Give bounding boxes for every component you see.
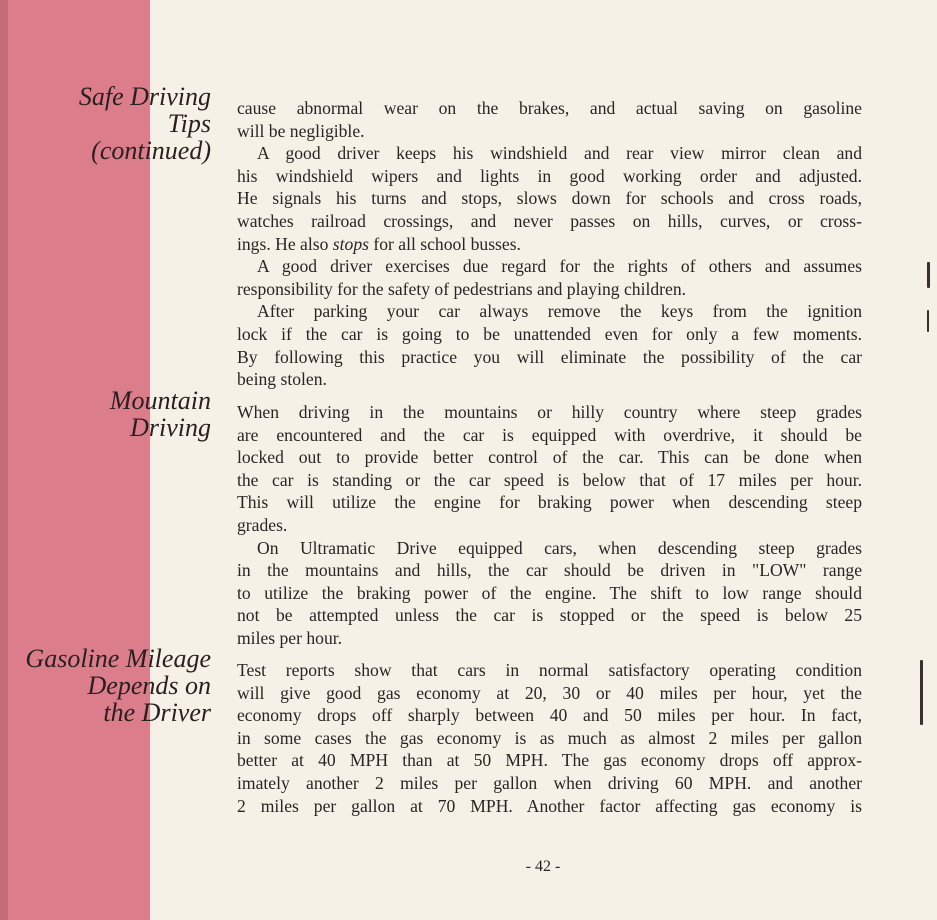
text-line: are encountered and the car is equipped with overdrive, it should be bbox=[237, 424, 862, 445]
text-line: lock if the car is going to be unattended even for only a few moments. bbox=[237, 323, 862, 344]
text-line: to utilize the braking power of the engine. The shift to low range should bbox=[237, 582, 862, 603]
text-line: his windshield wipers and lights in good working order and adjusted. bbox=[237, 165, 862, 186]
text-line: When driving in the mountains or hilly country where steep grades bbox=[237, 402, 862, 422]
text-line: watches railroad crossings, and never passes on hills, curves, or cross- bbox=[237, 210, 862, 231]
heading-line: Tips bbox=[167, 109, 211, 138]
text-line: imately another 2 miles per gallon when driving 60 MPH. and another bbox=[237, 772, 862, 793]
text-line: the car is standing or the car speed is below that of 17 miles per hour. bbox=[237, 469, 862, 490]
section-body bbox=[237, 659, 862, 817]
text-line: By following this practice you will eliminate the possibility of the car bbox=[237, 346, 862, 367]
section-heading bbox=[79, 83, 211, 164]
text-line: being stolen. bbox=[237, 369, 327, 390]
scan-mark bbox=[927, 310, 929, 332]
paragraph bbox=[237, 255, 862, 300]
text-line: will be negligible. bbox=[237, 120, 365, 141]
page-number: - 42 - bbox=[525, 858, 561, 875]
heading-line: (continued) bbox=[91, 136, 211, 165]
text-line: A good driver exercises due regard for the rights of others and assumes bbox=[257, 256, 862, 277]
text-line: better at 40 MPH than at 50 MPH. The gas economy drops off approx- bbox=[237, 750, 862, 771]
text-line: A good driver keeps his windshield and rear view mirror clean and bbox=[257, 143, 862, 164]
text-line bbox=[237, 233, 862, 256]
text-segment: ings. He also bbox=[237, 233, 333, 254]
paragraph bbox=[237, 537, 862, 650]
emphasized-text: stops bbox=[332, 233, 369, 254]
section-heading bbox=[25, 645, 211, 726]
section-heading bbox=[110, 387, 211, 441]
paragraph bbox=[237, 97, 862, 142]
section-body bbox=[237, 401, 862, 650]
heading-line: Depends on bbox=[87, 671, 211, 700]
text-line: locked out to provide better control of the car. This can be done when bbox=[237, 447, 862, 468]
text-line: will give good gas economy at 20, 30 or 40 miles per hour, yet the bbox=[237, 682, 862, 703]
heading-line: Safe Driving bbox=[78, 82, 211, 111]
paragraph bbox=[237, 659, 862, 817]
text-line: After parking your car always remove the keys from the ignition bbox=[257, 301, 862, 322]
paragraph bbox=[237, 142, 862, 255]
text-line: On Ultramatic Drive equipped cars, when descending steep grades bbox=[257, 537, 862, 558]
text-line: cause abnormal wear on the brakes, and actual saving on gasoline bbox=[237, 98, 862, 118]
text-line: in the mountains and hills, the car should be driven in "LOW" range bbox=[237, 560, 862, 581]
text-line: grades. bbox=[237, 514, 288, 535]
text-line: not be attempted unless the car is stopped or the speed is below 25 bbox=[237, 605, 862, 626]
heading-line: Mountain bbox=[109, 386, 211, 415]
text-line: economy drops off sharply between 40 and 50 miles per hour. In fact, bbox=[237, 705, 862, 726]
text-line: He signals his turns and stops, slows down for schools and cross roads, bbox=[237, 188, 862, 209]
text-line: 2 miles per gallon at 70 MPH. Another factor affecting gas economy is bbox=[237, 795, 862, 816]
scan-mark bbox=[927, 262, 930, 288]
text-line: This will utilize the engine for braking power when descending steep bbox=[237, 492, 862, 513]
text-line: Test reports show that cars in normal satisfactory operating condition bbox=[237, 660, 862, 680]
text-line: miles per hour. bbox=[237, 627, 343, 648]
heading-line: Driving bbox=[130, 413, 211, 442]
paragraph bbox=[237, 401, 862, 537]
text-segment: for all school busses. bbox=[368, 233, 521, 254]
paragraph bbox=[237, 300, 862, 390]
heading-line: Gasoline Mileage bbox=[25, 644, 211, 673]
scan-mark bbox=[920, 660, 923, 725]
heading-line: the Driver bbox=[103, 698, 211, 727]
text-line: responsibility for the safety of pedestrians and playing children. bbox=[237, 278, 687, 299]
text-line: in some cases the gas economy is as much as almost 2 miles per gallon bbox=[237, 727, 862, 748]
section-body bbox=[237, 97, 862, 391]
